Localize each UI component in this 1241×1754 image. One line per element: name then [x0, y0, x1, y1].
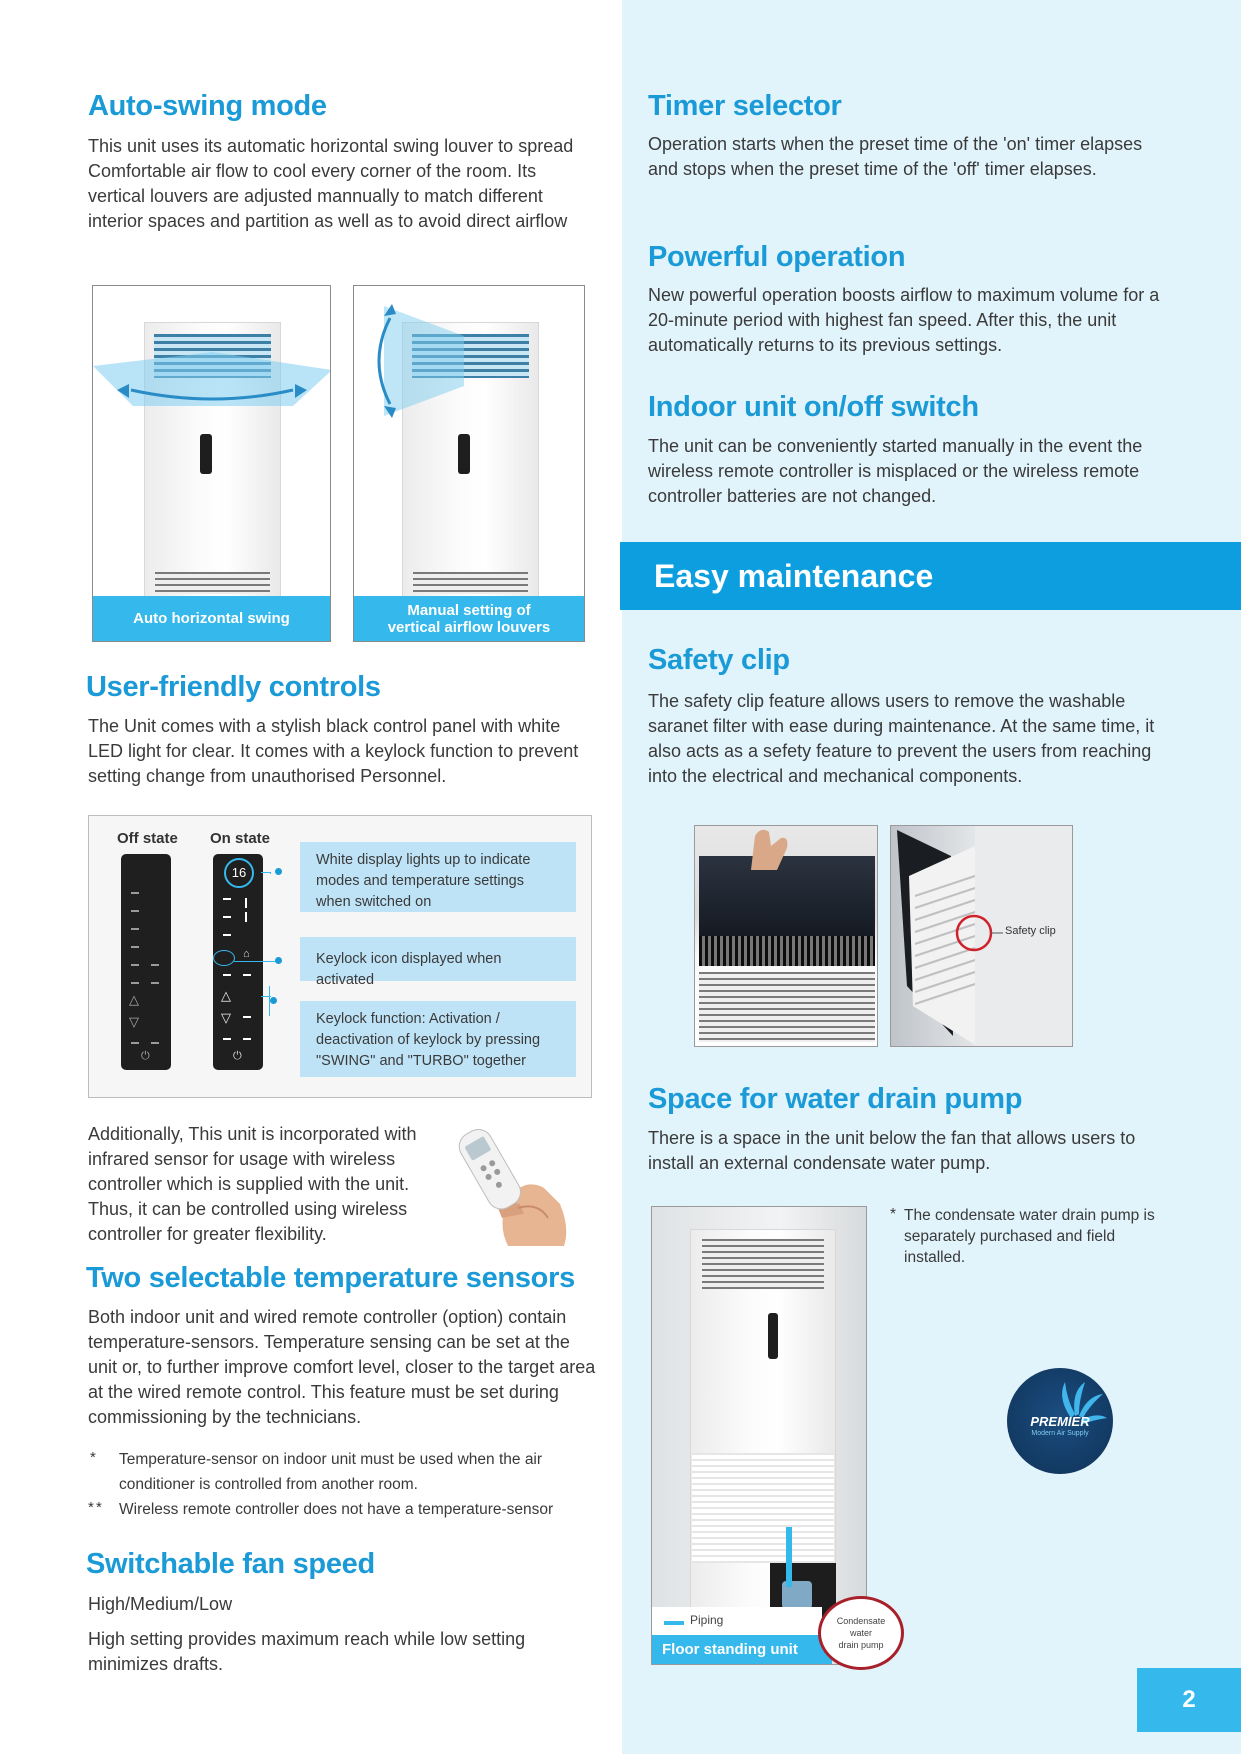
control-panel-diagram	[88, 815, 592, 1098]
on-state-label: On state	[210, 830, 271, 847]
logo-subtext: Modern Air Supply	[1031, 1430, 1089, 1437]
sensors-body: Both indoor unit and wired remote controller (option) contain temperature-sensors. Temperature sensing can be set at the unit or, to further improve comfort level, closer to the target area at the wired remote control. This feature must be set during commissioning by the technicians.	[88, 1307, 596, 1427]
power-icon-on: ⏻	[233, 1050, 242, 1062]
auto-swing-image	[92, 285, 331, 642]
safety-clip-title: Safety clip	[648, 644, 790, 676]
floor-standing-unit-photo	[651, 1206, 867, 1665]
up-arrow-icon-on: △	[221, 988, 231, 1003]
auto-swing-body: This unit uses its automatic horizontal swing louver to spread Comfortable air flow to cool every corner of the room. Its vertical louvers are adjusted mannually to match different interior spaces and partition as well as to avoid direct airflow	[88, 136, 574, 231]
controls-body: The Unit comes with a stylish black control panel with white LED light for clear. It comes with a keylock function to prevent setting change from unauthorised Personnel.	[88, 716, 579, 786]
keylock-indicator	[213, 950, 235, 966]
caption-manual-louvers	[354, 596, 584, 641]
control-panel-strip-2	[458, 434, 470, 474]
pump-line-2: water	[849, 1628, 872, 1638]
drain-pump-callout	[818, 1596, 904, 1670]
off-state-label: Off state	[117, 830, 178, 847]
lock-icon: ⌂	[243, 948, 250, 960]
note-keylock-function: Keylock function: Activation / deactivation of keylock by pressing "SWING" and "TURBO" together	[300, 1001, 576, 1077]
auto-swing-title: Auto-swing mode	[88, 90, 327, 122]
on-off-switch-title: Indoor unit on/off switch	[648, 391, 979, 423]
intake-grille	[155, 572, 270, 594]
note-keylock-icon: Keylock icon displayed when activated	[300, 937, 576, 981]
manual-louver-image	[353, 285, 585, 642]
pump-line-3: drain pump	[838, 1640, 884, 1650]
control-panel-off	[121, 854, 171, 1070]
sensors-title: Two selectable temperature sensors	[86, 1262, 575, 1294]
caption-line-2: vertical airflow louvers	[387, 618, 551, 636]
wireless-remote-hand-image	[448, 1118, 570, 1248]
safety-clip-body: The safety clip feature allows users to remove the washable saranet filter with ease during maintenance. At the same time, it also acts as a sefety feature to prevent the users from reaching into the electrical and mechanical components.	[648, 691, 1155, 786]
wireless-text: Additionally, This unit is incorporated with infrared sensor for usage with wireless controller which is supplied with the unit. Thus, it can be controlled using wireless controller for greater flexibility.	[88, 1124, 417, 1244]
piping-line	[786, 1527, 792, 1587]
footnote-2: Wireless remote controller does not have a temperature-sensor	[119, 1501, 554, 1518]
power-icon: ⏻	[141, 1050, 150, 1062]
safety-clip-photo	[890, 825, 1073, 1047]
fan-speed-title: Switchable fan speed	[86, 1548, 375, 1580]
intake-grille-2	[413, 572, 528, 594]
easy-maintenance-banner: Easy maintenance	[620, 542, 1241, 610]
piping-legend-swatch	[664, 1621, 684, 1625]
note-display: White display lights up to indicate modes and temperature settings when switched on	[300, 842, 576, 912]
footnote-1: Temperature-sensor on indoor unit must be used when the air conditioner is controlled from another room.	[119, 1451, 543, 1493]
drain-note-mark: *	[890, 1206, 897, 1223]
fan-speed-line-1: High/Medium/Low	[88, 1594, 233, 1614]
drain-pump-body: There is a space in the unit below the fan that allows users to install an external condensate water pump.	[648, 1128, 1136, 1173]
control-panel-on	[213, 854, 263, 1070]
filter-removal-photo	[694, 825, 878, 1047]
on-off-switch-body: The unit can be conveniently started manually in the event the wireless remote controller is misplaced or the wireless remote controller batteries are not changed.	[648, 436, 1143, 506]
down-arrow-icon-on: ▽	[221, 1010, 231, 1025]
powerful-title: Powerful operation	[648, 241, 906, 273]
fan-speed-line-2: High setting provides maximum reach while low setting minimizes drafts.	[88, 1629, 526, 1674]
logo-text: PREMIER	[1030, 1414, 1090, 1429]
vertical-airflow-icon	[354, 296, 474, 426]
pump-line-1: Condensate	[836, 1616, 886, 1626]
powerful-body: New powerful operation boosts airflow to maximum volume for a 20-minute period with highest fan speed. After this, the unit automatically returns to its previous settings.	[648, 285, 1160, 355]
page-number: 2	[1137, 1668, 1241, 1732]
down-arrow-icon: ▽	[129, 1014, 139, 1029]
safety-clip-label: Safety clip	[1005, 925, 1056, 937]
footnote-1-mark: *	[90, 1449, 96, 1466]
caption-auto-horizontal-swing: Auto horizontal swing	[93, 596, 330, 641]
drain-note: The condensate water drain pump is separately purchased and field installed.	[904, 1207, 1155, 1266]
drain-pump-title: Space for water drain pump	[648, 1083, 1023, 1115]
control-panel-strip	[200, 434, 212, 474]
timer-body: Operation starts when the preset time of the 'on' timer elapses and stops when the preset time of the 'off' timer elapses.	[648, 134, 1143, 179]
timer-title: Timer selector	[648, 90, 842, 122]
caption-line-1: Manual setting of	[407, 601, 531, 619]
controls-title: User-friendly controls	[86, 671, 381, 703]
up-arrow-icon: △	[129, 992, 139, 1007]
horizontal-airflow-icon	[93, 346, 331, 416]
logo-swirl-icon	[1037, 1378, 1107, 1438]
hand-icon	[741, 826, 801, 872]
piping-label: Piping	[690, 1613, 724, 1627]
footnote-2-mark: * *	[88, 1499, 101, 1516]
premier-logo	[1007, 1368, 1113, 1474]
temperature-display: 16	[224, 858, 254, 888]
floor-standing-unit-label: Floor standing unit	[652, 1635, 832, 1665]
